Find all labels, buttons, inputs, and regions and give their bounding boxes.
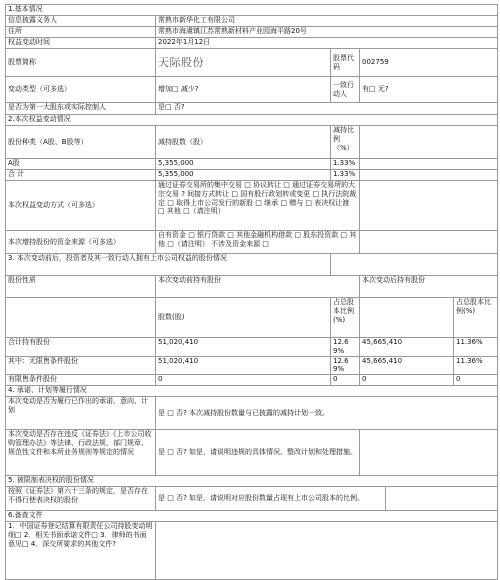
after-ratio: 0 bbox=[454, 375, 498, 386]
before-shares: 51,020,410 bbox=[156, 356, 331, 375]
stock-abbr-label: 股票简称 bbox=[6, 49, 156, 77]
row-label: 有限售条件股份 bbox=[6, 375, 156, 386]
section-holdings: 3. 本次变动前后，投资者及其一致行动人拥有上市公司权益的股份情况 bbox=[6, 254, 331, 276]
violation-label: 本次变动是否存在违反《证券法》《上市公司收购管理办法》等法律、行政法规、部门规章、规范性文件和本所业务规则等规定的情况 bbox=[6, 430, 156, 476]
change-time-label: 权益变动时间 bbox=[6, 38, 156, 49]
address-value: 常熟市海虞镇江苏常熟新材料产业园海平路20号 bbox=[156, 27, 498, 38]
row-label: 其中：无限售条件股份 bbox=[6, 356, 156, 375]
stock-code-label: 股票代码 bbox=[331, 49, 360, 77]
a-share-ratio: 1.33% bbox=[331, 159, 360, 170]
row-label: 合计持有股份 bbox=[6, 338, 156, 357]
reduced-shares-header: 减持股数（股） bbox=[156, 126, 331, 159]
share-nature-header: 股份性质 bbox=[6, 276, 156, 298]
stock-abbr-value: 天际股份 bbox=[156, 49, 331, 77]
after-ratio: 11.36% bbox=[454, 338, 498, 357]
controller-label: 是否为第一大股东或实际控制人 bbox=[6, 103, 156, 115]
change-method-blank bbox=[360, 181, 498, 231]
a-share-blank bbox=[360, 159, 498, 170]
share-type-header: 股份种类（A股、B股等） bbox=[6, 126, 156, 159]
change-type-value: 增加□ 减少? bbox=[156, 77, 331, 103]
after-ratio: 11.36% bbox=[454, 356, 498, 375]
violation-value: 是 □ 否? 如是，请说明违规的具体情况、整改计划和处理措施。 bbox=[156, 430, 360, 476]
a-share-label: A股 bbox=[6, 159, 156, 170]
before-ratio: 0 bbox=[331, 375, 360, 386]
total-label: 合 计 bbox=[6, 170, 156, 181]
before-ratio: 12.69% bbox=[331, 338, 360, 357]
section-equity-change: 2.本次权益变动情况 bbox=[6, 115, 498, 126]
violation-blank bbox=[360, 430, 498, 476]
change-method-label: 本次权益变动方式（可多选） bbox=[6, 181, 156, 231]
stock-code-value: 002759 bbox=[360, 49, 498, 77]
after-blank-header bbox=[360, 298, 454, 338]
total-shares: 5,355,000 bbox=[156, 170, 331, 181]
restriction-value: 是 □ 否? 如是，请说明对应股份数量占现有上市公司股本的比例。 bbox=[156, 487, 386, 511]
total-ratio: 1.33% bbox=[331, 170, 360, 181]
table-row bbox=[6, 375, 498, 386]
plan-label: 本次变动是否为履行已作出的承诺、意向、计划 bbox=[6, 397, 156, 430]
after-holdings-header: 本次变动后持有股份 bbox=[360, 276, 498, 298]
attachments-blank bbox=[156, 522, 498, 580]
section-attachments: 6.备查文件 bbox=[6, 511, 498, 522]
table-row bbox=[6, 338, 498, 357]
section-voting-restriction: 5. 被限制表决权的股份情况 bbox=[6, 476, 498, 487]
header-blank bbox=[360, 126, 498, 159]
restriction-label: 按照《证券法》第六十三条的规定，是否存在不得行使表决权的股份 bbox=[6, 487, 156, 511]
acting-person-label: 一致行动人 bbox=[331, 77, 360, 103]
discloser-value: 常熟市新华化工有限公司 bbox=[156, 16, 498, 27]
change-method-value: 通过证券交易所的集中交易 □ 协议转让 □ 通过证券交易所的大宗交易 ? 间接方式转让 □ 国有股行政划转或变更 □ 执行法院裁定 □ 取得上市公司发行的新股 □ 继承 □ 赠与 □ 表决权让渡 □ 其他 □（请注明） bbox=[156, 181, 360, 231]
a-share-shares: 5,355,000 bbox=[156, 159, 331, 170]
total-blank bbox=[360, 170, 498, 181]
section-commitments: 4. 承诺、计划等履行情况 bbox=[6, 386, 498, 397]
before-shares: 51,020,410 bbox=[156, 338, 331, 357]
after-shares: 0 bbox=[360, 375, 454, 386]
report-table bbox=[5, 4, 498, 580]
after-ratio-header: 占总股本比例(%) bbox=[454, 298, 498, 338]
fund-source-value: 自有资金 □ 银行贷款 □ 其他金融机构借款 □ 股东投资款 □ 其他 □（请注明） 不涉及资金来源 □ bbox=[156, 231, 360, 254]
change-time-value: 2022年1月12日 bbox=[156, 38, 498, 49]
change-type-label: 变动类型（可多选） bbox=[6, 77, 156, 103]
restriction-blank bbox=[386, 487, 498, 511]
before-ratio: 12.69% bbox=[331, 356, 360, 375]
before-holdings-header: 本次变动前持有股份 bbox=[156, 276, 360, 298]
before-shares: 0 bbox=[156, 375, 331, 386]
section-holdings-blank bbox=[331, 254, 498, 276]
before-ratio-header: 占总股本比例(%) bbox=[331, 298, 360, 338]
controller-value: 是□ 否? bbox=[156, 103, 498, 115]
attachments-list: 1．中国证券登记结算有限责任公司持股变动明细□ 2．相关书面承诺文件□ 3．律师的书面意见□ 4．深交所要求的其他文件? bbox=[6, 522, 156, 580]
acting-person-value: 有□ 无? bbox=[360, 77, 498, 103]
fund-source-blank bbox=[360, 231, 498, 254]
equity-change-report-table bbox=[5, 4, 497, 547]
after-shares: 45,665,410 bbox=[360, 338, 454, 357]
before-shares-header: 股数(股) bbox=[156, 298, 331, 338]
address-label: 住所 bbox=[6, 27, 156, 38]
plan-value: 是 □ 否? 本次减持股份数量与已披露的减持计划一致。 bbox=[156, 397, 498, 430]
nature-subheader-blank bbox=[6, 298, 156, 338]
fund-source-label: 本次增持股份的资金来源（可多选） bbox=[6, 231, 156, 254]
section-basic-info: 1.基本情况 bbox=[6, 5, 498, 16]
after-shares: 45,665,410 bbox=[360, 356, 454, 375]
discloser-label: 信息披露义务人 bbox=[6, 16, 156, 27]
reduced-ratio-header: 减持比例（%） bbox=[331, 126, 360, 159]
table-row bbox=[6, 356, 498, 375]
